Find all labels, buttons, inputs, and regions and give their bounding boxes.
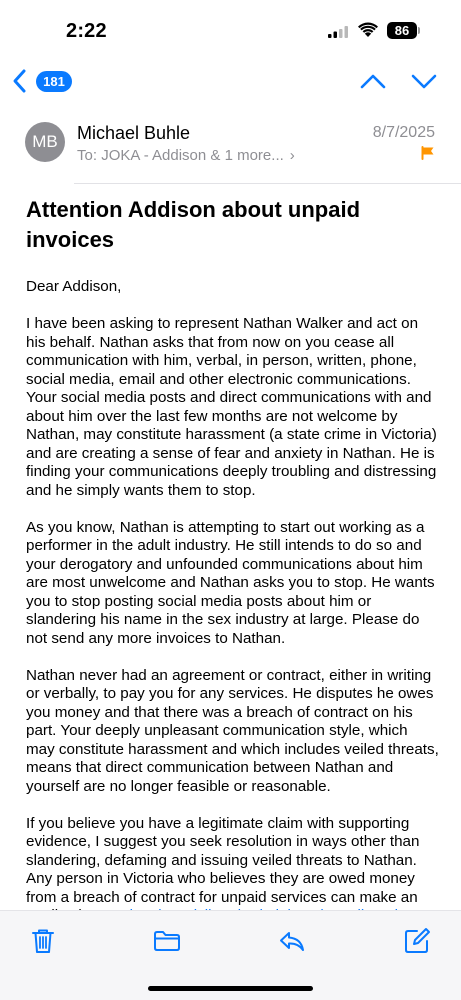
compose-icon[interactable]	[403, 927, 431, 955]
nav-bar	[0, 62, 461, 102]
folder-icon[interactable]	[153, 927, 181, 955]
wifi-icon	[358, 22, 378, 38]
body-paragraph: As you know, Nathan is attempting to start out working as a performer in the adult industry. He still intends to do so and your derogatory and unfounded communications about him are most unwelcome and Nathan asks you to stop. He wants you to stop posting social media posts about him or slandering his name in the sex industry at large. Please do not send any more invoices to Nathan.	[26, 518, 435, 647]
message-subject: Attention Addison about unpaid invoices	[26, 197, 361, 252]
home-indicator[interactable]	[148, 986, 313, 991]
battery-level: 86	[394, 23, 410, 38]
status-time: 2:22	[66, 20, 107, 42]
recipients-line[interactable]	[77, 147, 295, 164]
sender-name[interactable]: Michael Buhle	[77, 123, 191, 143]
header-divider	[74, 183, 461, 184]
avatar[interactable]: MB	[25, 122, 65, 162]
back-chevron-icon[interactable]	[10, 68, 30, 94]
battery-indicator	[387, 22, 417, 39]
body-paragraph: Nathan never had an agreement or contract, either in writing or verbally, to pay you for any services. He disputes he owes you money and that there was a breach of contract on his part. Your deeply unpleasant communication style, which may constitute harassment and which includes veiled threats, means that direct communication between Nathan and yourself are no longer feasible or reasonable.	[26, 666, 439, 795]
recipients-value: JOKA - Addison & 1 more...	[101, 147, 284, 164]
body-paragraph: I have been asking to represent Nathan Walker and act on his behalf. Nathan asks that from now on you cease all communication with him, verbal, in person, written, phone, social media, email and other electronic communications. Your social media posts and direct communications with and about him over the last few months are not welcome by Nathan, may constitute harassment (a state crime in Victoria) and are creating a sense of fear and anxiety in Nathan. He is finding your communications deeply troubling and distressing and he simply wants them to stop.	[26, 315, 437, 499]
flag-icon[interactable]	[421, 146, 435, 160]
to-label: To:	[77, 147, 98, 164]
unread-count-badge[interactable]: 181	[36, 71, 72, 92]
chevron-up-icon[interactable]	[358, 68, 388, 94]
battery-tip	[418, 27, 420, 34]
body-paragraph-text: If you believe you have a legitimate claim with supporting evidence, I suggest you seek resolution in ways other than slandering, defaming and issuing veiled threats to Nathan. Any person in Victoria who believes they are owed money from a breach of contract for unpaid services can make an	[26, 814, 420, 906]
reply-icon[interactable]	[278, 927, 306, 955]
message-body	[26, 278, 440, 944]
cellular-signal-icon	[328, 26, 348, 38]
body-paragraph-with-link	[26, 815, 440, 926]
trash-icon[interactable]	[29, 927, 57, 955]
message-header	[0, 104, 461, 184]
greeting: Dear Addison,	[26, 278, 122, 295]
message-date: 8/7/2025	[372, 124, 435, 141]
chevron-down-icon[interactable]	[409, 68, 439, 94]
chevron-right-icon: ›	[289, 147, 295, 164]
status-bar	[0, 0, 461, 62]
